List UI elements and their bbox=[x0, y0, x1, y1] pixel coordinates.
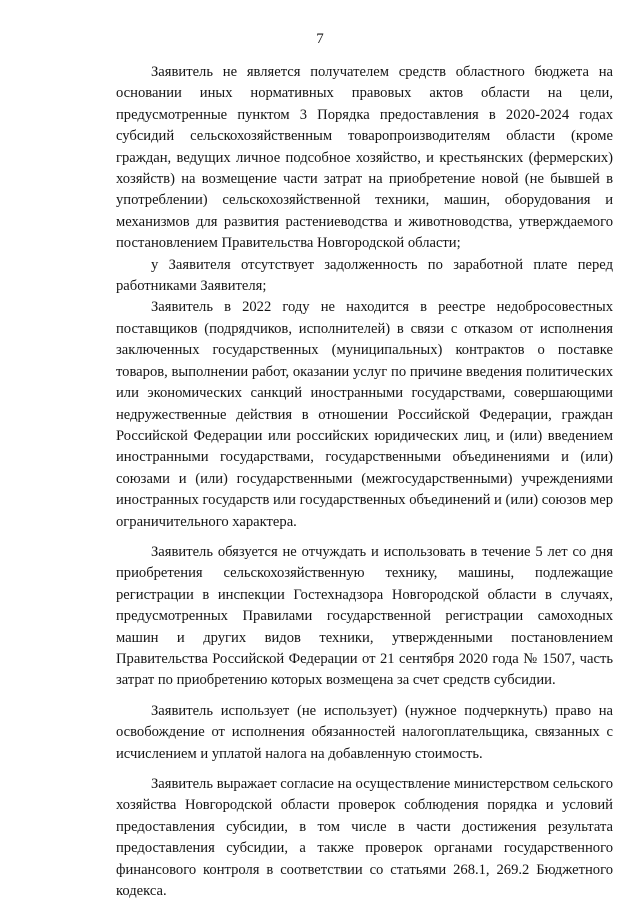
document-body bbox=[116, 62, 613, 902]
paragraph-not-budget-recipient: Заявитель не является получателем средств областного бюджета на основании иных нормативных правовых актов области на цели, предусмотренные пунктом 3 Порядка предоставления в 2020-2024 годах субсидий сельскохозяйственным товаропроизводителям области (кроме граждан, ведущих личное подсобное хозяйство, и крестьянских (фермерских) хозяйств) на возмещение части затрат на приобретение новой (не бывшей в употреблении) сельскохозяйственной техники, машин, оборудования и механизмов для развития растениеводства и животноводства, утверждаемого постановлением Правительства Новгородской области; bbox=[116, 64, 613, 252]
paragraph-consent-to-inspections: Заявитель выражает согласие на осуществление министерством сельского хозяйства Новгородской области проверок соблюдения порядка и условий предоставления субсидии, в том числе в части достижения результата предоставления субсидии, а также проверок органами государственного финансового контроля в соответствии со статьями 268.1, 269.2 Бюджетного кодекса. bbox=[116, 776, 613, 900]
page-number: 7 bbox=[316, 31, 324, 47]
paragraph-not-in-unfair-suppliers-registry: Заявитель в 2022 году не находится в реестре недобросовестных поставщиков (подрядчиков, исполнителей) в связи с отказом от исполнения заключенных государственных (муниципальных) контрактов о поставке товаров, выполнении работ, оказании услуг по причине введения политических или экономических санкций иностранными государствами, совершающими недружественные действия в отношении Российской Федерации, граждан Российской Федерации или российских юридических лиц, и (или) введением иностранными государствами, государственными объединениями и (или) союзами и (или) государственными (межгосударственными) учреждениями иностранных государств или государственных объединений и (или) союзов мер ограничительного характера. bbox=[116, 299, 613, 530]
paragraph-no-alienation-obligation: Заявитель обязуется не отчуждать и использовать в течение 5 лет со дня приобретения сельскохозяйственную технику, машины, подлежащие регистрации в инспекции Гостехнадзора Новгородской области в случаях, предусмотренных Правилами государственной регистрации самоходных машин и других видов техники, утвержденными постановлением Правительства Российской Федерации от 21 сентября 2020 года № 1507, часть затрат по приобретению которых возмещена за счет средств субсидии. bbox=[116, 543, 613, 689]
paragraph-no-wage-debt: у Заявителя отсутствует задолженность по заработной плате перед работниками Заявителя; bbox=[116, 256, 613, 295]
paragraph-vat-exemption: Заявитель использует (не использует) (нужное подчеркнуть) право на освобождение от исполнения обязанностей налогоплательщика, связанных с исчислением и уплатой налога на добавленную стоимость. bbox=[116, 702, 613, 762]
